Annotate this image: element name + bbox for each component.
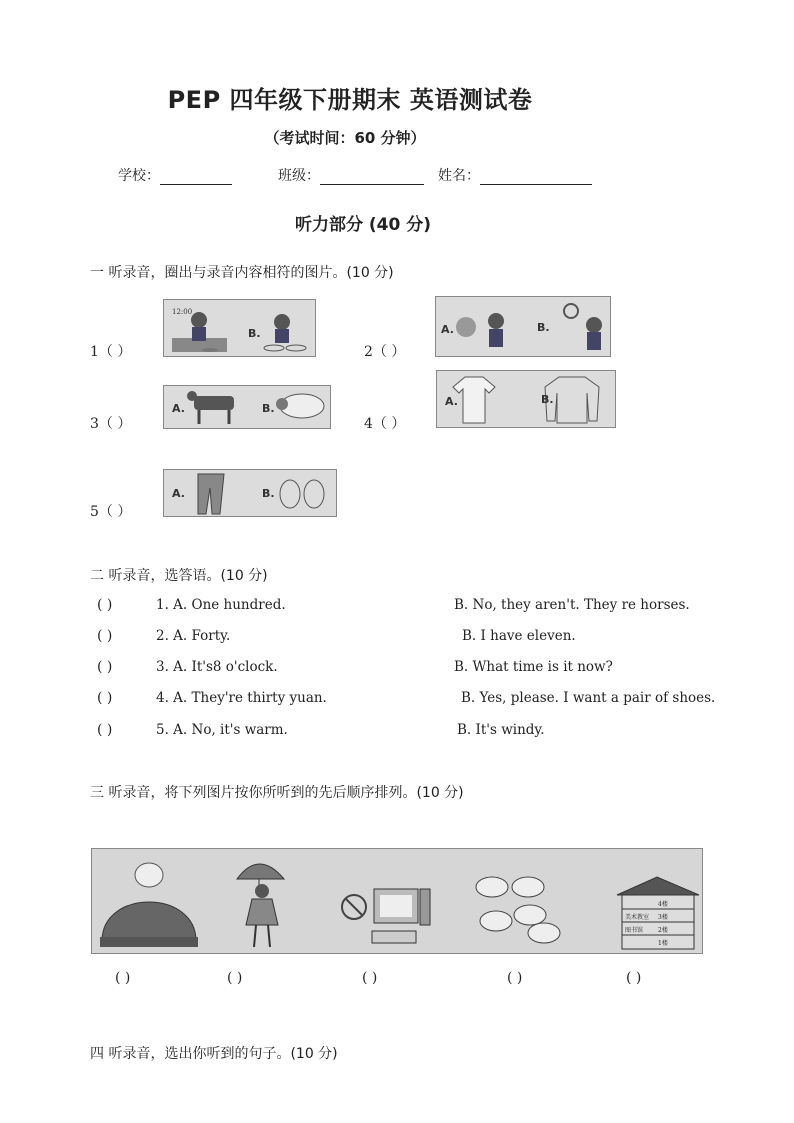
s2-q4-option-b[interactable]: B. Yes, please. I want a pair of shoes.	[461, 690, 716, 706]
s1-q5-number[interactable]: 5（ ）	[90, 504, 132, 520]
s1-q1-number[interactable]: 1（ ）	[90, 344, 132, 360]
s1-q2-option-b[interactable]: B.	[537, 321, 550, 334]
name-blank[interactable]	[480, 170, 592, 185]
s1-q5-picture	[163, 469, 337, 517]
s1-q4-picture	[436, 370, 616, 428]
s3-order-paren-4[interactable]: ( )	[507, 970, 523, 986]
s1-q4-illustration	[437, 371, 615, 427]
s1-q3-illustration	[164, 386, 330, 428]
s3-order-paren-5[interactable]: ( )	[626, 970, 642, 986]
s3-order-paren-1[interactable]: ( )	[115, 970, 131, 986]
class-field[interactable]	[278, 165, 424, 185]
s1-q4-option-a[interactable]: A.	[445, 395, 458, 408]
s2-q4-option-a[interactable]: 4. A. They're thirty yuan.	[156, 690, 327, 706]
s2-q1-answer-paren[interactable]: ( )	[97, 597, 113, 613]
section3-heading: 三 听录音，将下列图片按你所听到的先后顺序排列。(10 分)	[90, 785, 464, 801]
s1-q2-picture	[435, 296, 611, 357]
building-sign-2: 图书馆	[625, 927, 644, 934]
sheep-image	[476, 877, 560, 943]
floor-label-3: 3楼	[658, 914, 668, 921]
s3-order-paren-3[interactable]: ( )	[362, 970, 378, 986]
s2-q2-option-a[interactable]: 2. A. Forty.	[156, 628, 231, 644]
s1-q3-option-a[interactable]: A.	[172, 402, 185, 415]
s2-q5-answer-paren[interactable]: ( )	[97, 722, 113, 738]
section2-heading: 二 听录音，选答语。(10 分)	[90, 568, 268, 584]
floor-label-1: 1楼	[658, 940, 668, 947]
s1-q2-illustration	[436, 297, 610, 356]
building-sign-1: 美术教室	[625, 914, 650, 921]
s2-q2-answer-paren[interactable]: ( )	[97, 628, 113, 644]
clock-label: 12:00	[172, 308, 193, 316]
school-blank[interactable]	[160, 170, 232, 185]
s1-q4-number[interactable]: 4（ ）	[364, 416, 406, 432]
page-title: PEP 四年级下册期末 英语测试卷	[167, 86, 533, 114]
name-field[interactable]	[438, 165, 592, 185]
s2-q2-option-b[interactable]: B. I have eleven.	[462, 628, 576, 644]
s3-order-paren-2[interactable]: ( )	[227, 970, 243, 986]
s2-q1-option-b[interactable]: B. No, they aren't. They re horses.	[454, 597, 690, 613]
s1-q1-illustration	[164, 300, 315, 356]
class-label: 班级：	[278, 168, 320, 184]
s2-q3-option-a[interactable]: 3. A. It's8 o'clock.	[156, 659, 278, 675]
s2-q3-option-b[interactable]: B. What time is it now?	[454, 659, 613, 675]
s1-q5-option-a[interactable]: A.	[172, 487, 185, 500]
computer-image	[342, 889, 430, 943]
s1-q1-picture	[163, 299, 316, 357]
s1-q3-number[interactable]: 3（ ）	[90, 416, 132, 432]
girl-umbrella-image	[237, 864, 284, 947]
s2-q5-option-b[interactable]: B. It's windy.	[457, 722, 545, 738]
s2-q1-option-a[interactable]: 1. A. One hundred.	[156, 597, 286, 613]
section1-heading: 一 听录音，圈出与录音内容相符的图片。(10 分)	[90, 265, 394, 281]
school-label: 学校：	[118, 168, 160, 184]
s1-q3-picture	[163, 385, 331, 429]
listening-part-title: 听力部分 (40 分)	[294, 215, 432, 235]
school-field[interactable]	[118, 165, 232, 185]
s2-q3-answer-paren[interactable]: ( )	[97, 659, 113, 675]
s1-q4-option-b[interactable]: B.	[541, 393, 554, 406]
s2-q5-option-a[interactable]: 5. A. No, it's warm.	[156, 722, 288, 738]
s3-picture-strip	[91, 848, 703, 954]
s1-q1-option-b[interactable]: B.	[248, 327, 261, 340]
s2-q4-answer-paren[interactable]: ( )	[97, 690, 113, 706]
s1-q3-option-b[interactable]: B.	[262, 402, 275, 415]
winter-hat-image	[100, 863, 198, 947]
s3-illustration	[92, 849, 702, 953]
floor-label-4: 4楼	[658, 901, 668, 908]
s1-q5-illustration	[164, 470, 336, 516]
s1-q2-option-a[interactable]: A.	[441, 323, 454, 336]
floor-label-2: 2楼	[658, 927, 668, 934]
s1-q2-number[interactable]: 2（ ）	[364, 344, 406, 360]
name-label: 姓名：	[438, 168, 480, 184]
s1-q5-option-b[interactable]: B.	[262, 487, 275, 500]
school-building-image	[617, 877, 699, 949]
section4-heading: 四 听录音，选出你听到的句子。(10 分)	[90, 1046, 338, 1062]
class-blank[interactable]	[320, 170, 424, 185]
exam-duration: （考试时间：60 分钟）	[264, 129, 426, 147]
